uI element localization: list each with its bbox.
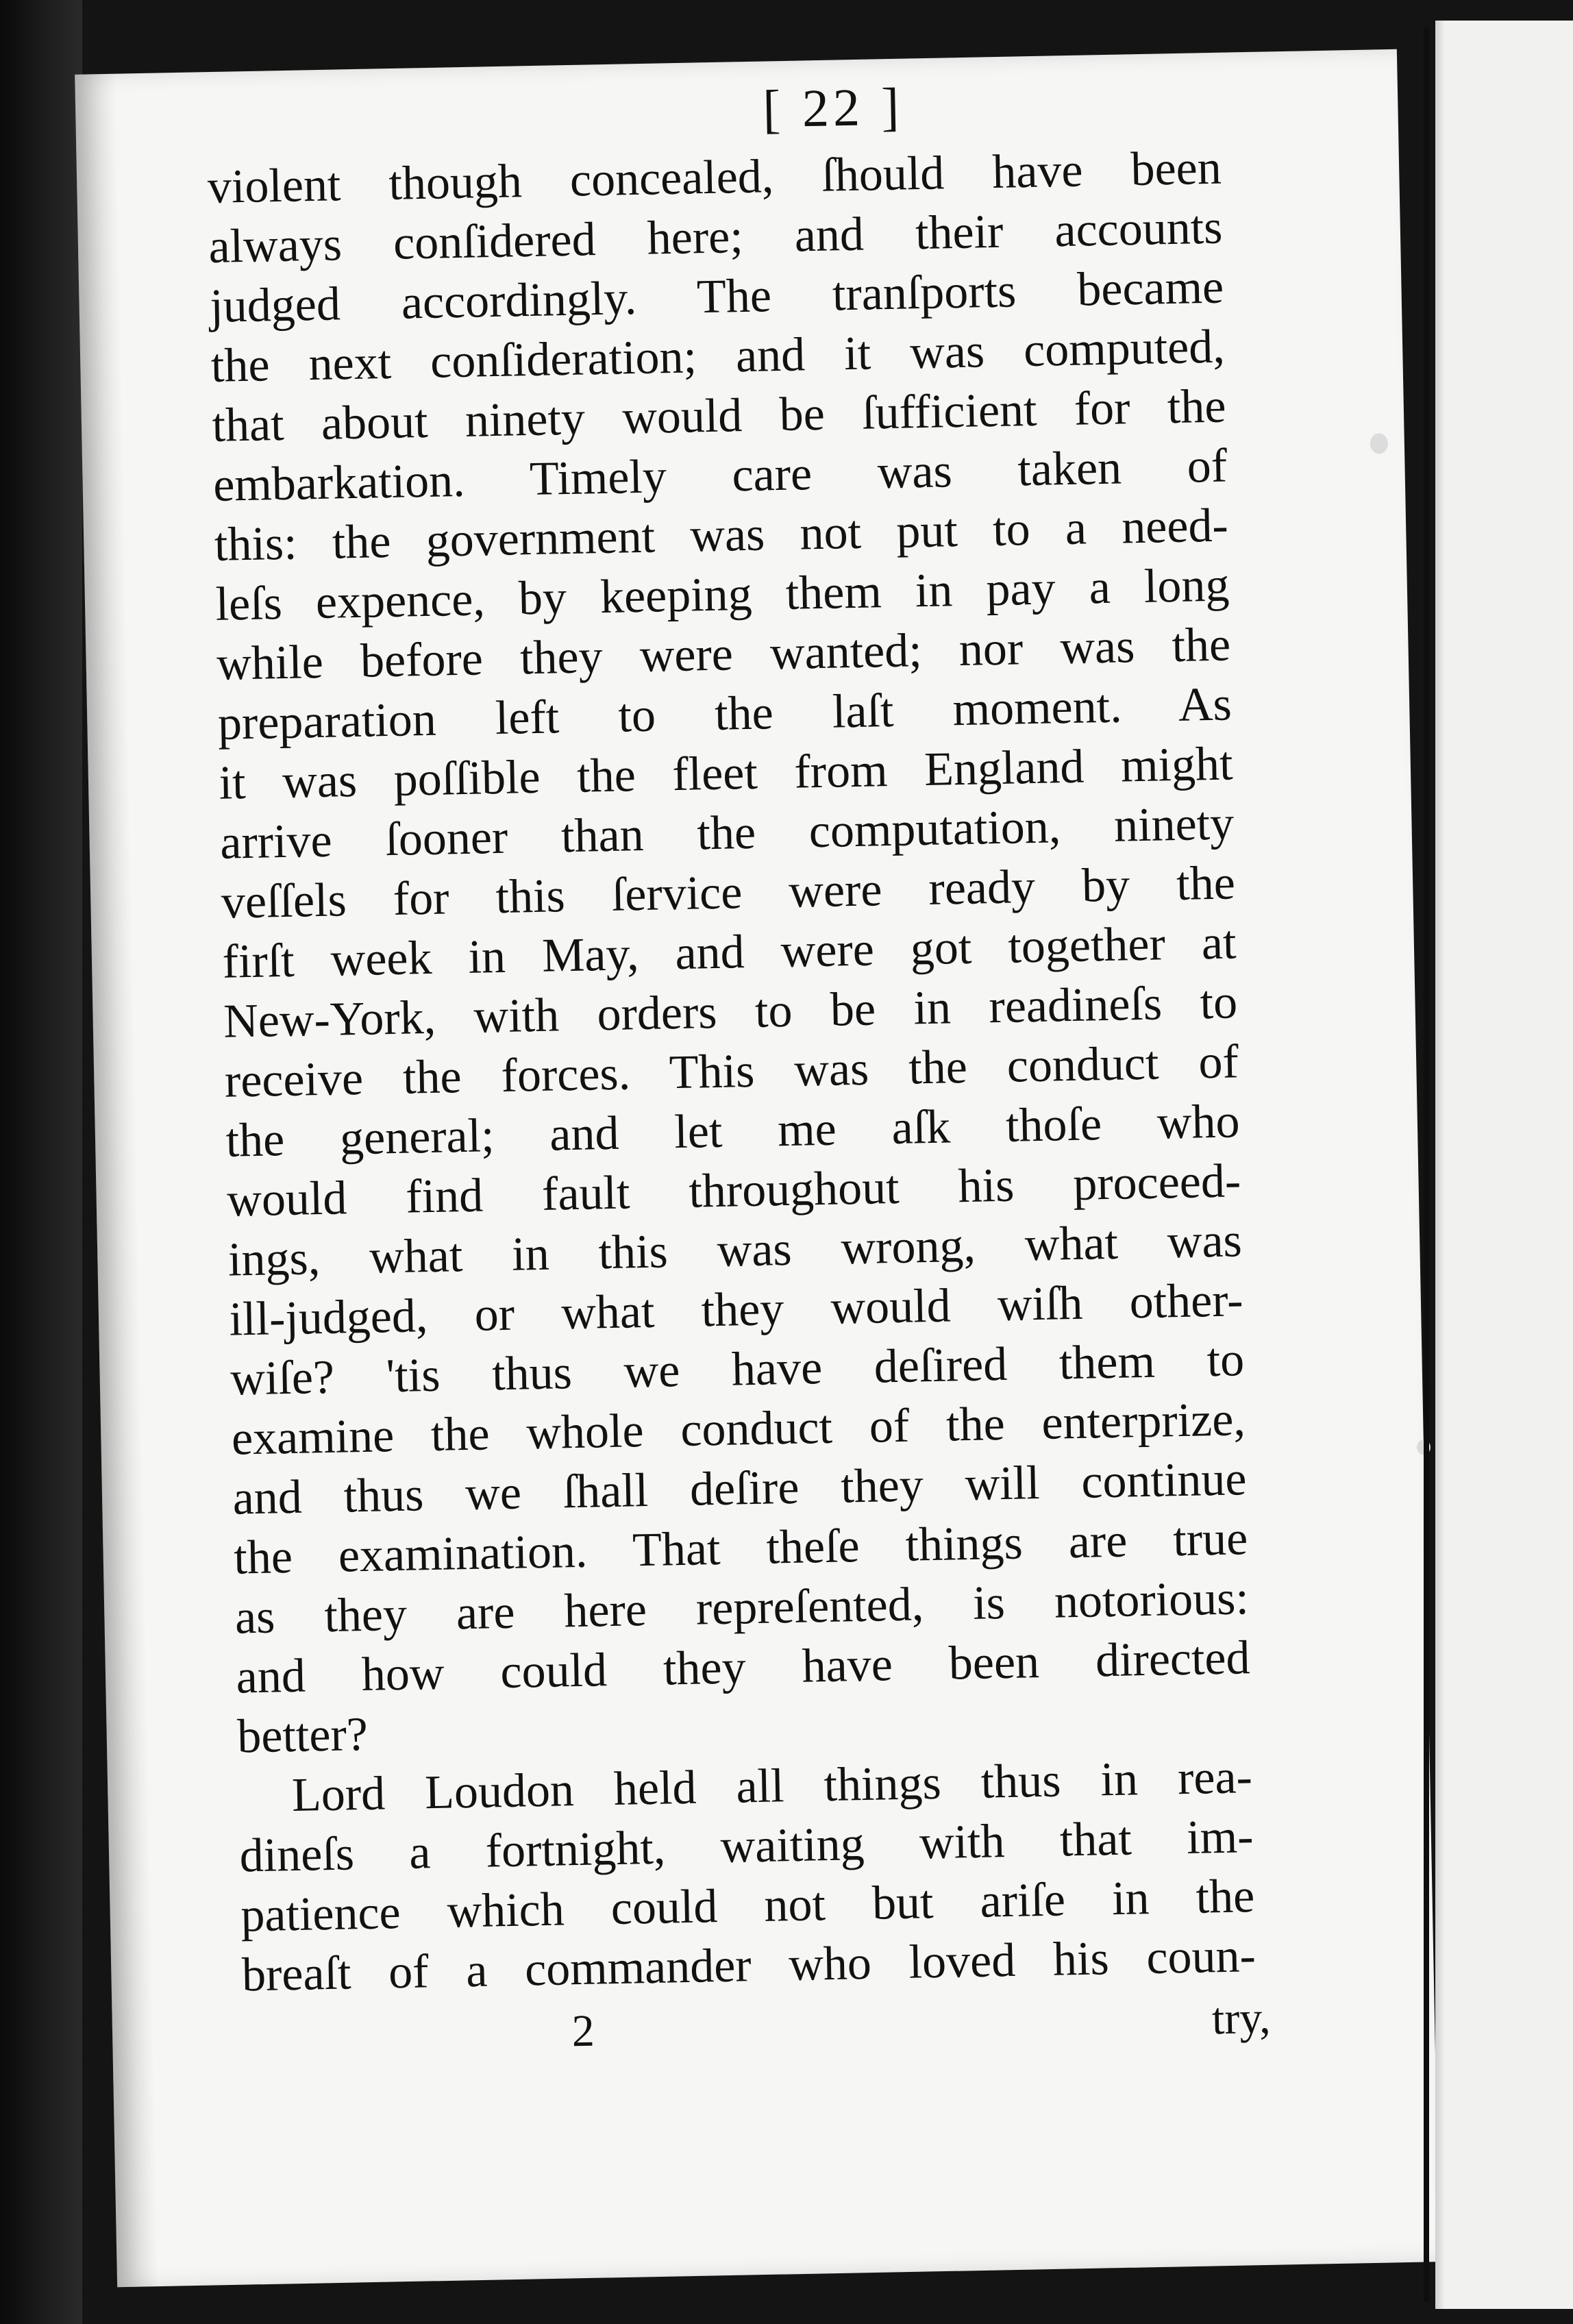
text-line: wiſe? 'tis thus we have deſired them to: [230, 1333, 1245, 1406]
paper-speck: [1370, 433, 1389, 454]
text-line: firſt week in May, and were got together at: [221, 916, 1237, 989]
page-fold-shadow: [75, 74, 158, 2288]
text-line: patience which could not but ariſe in the: [240, 1870, 1255, 1942]
facing-page-shadow: [1435, 21, 1445, 2309]
body-text: [207, 136, 1372, 2005]
text-line: while before they were wanted; nor was the: [216, 618, 1231, 691]
text-line: veſſels for this ſervice were ready by the: [221, 856, 1236, 929]
text-line: receive the forces. This was the conduct of: [224, 1035, 1239, 1108]
page-text-block: [206, 60, 1374, 2080]
text-line: it was poſſible the fleet from England might: [218, 737, 1234, 810]
text-line: Lord Loudon held all things thus in rea-: [291, 1751, 1253, 1822]
signature-mark: 2: [571, 2005, 595, 2057]
text-line: this: the government was not put to a need-: [214, 499, 1229, 571]
text-line: breaſt of a commander who loved his coun-: [241, 1929, 1256, 2002]
text-line: preparation left to the laſt moment. As: [217, 678, 1233, 750]
text-line: better?: [236, 1707, 369, 1764]
text-line: that about ninety would be ſufficient for the: [211, 380, 1227, 452]
text-line: examine the whole conduct of the enterprize,: [231, 1393, 1246, 1466]
text-line: embarkation. Timely care was taken of: [212, 439, 1228, 512]
text-line: and how could they have been directed: [235, 1631, 1251, 1704]
text-line: ings, what in this was wrong, what was: [227, 1214, 1243, 1287]
catchword: try,: [1211, 1992, 1272, 2044]
text-line: judged accordingly. The tranſports became: [209, 260, 1224, 333]
text-line: violent though concealed, ſhould have been: [207, 141, 1222, 214]
text-line: dineſs a fortnight, waiting with that im-: [238, 1810, 1254, 1883]
text-line: leſs expence, by keeping them in pay a long: [214, 558, 1230, 631]
page-number-header: [ 22 ]: [762, 76, 904, 139]
facing-page-edge: [1435, 21, 1573, 2309]
text-line: ill-judged, or what they would wiſh other-: [228, 1274, 1244, 1346]
scan-left-border: [0, 0, 82, 2324]
text-line: always conſidered here; and their accounts: [208, 201, 1224, 273]
text-line: the next conſideration; and it was computed,: [210, 320, 1226, 393]
page-gutter: [1424, 27, 1429, 2302]
text-line: would find fault throughout his proceed-: [226, 1154, 1241, 1227]
text-line: as they are here repreſented, is notorious:: [234, 1572, 1250, 1644]
text-line: the examination. That theſe things are true: [233, 1512, 1248, 1585]
text-line: and thus we ſhall deſire they will continue: [232, 1452, 1248, 1525]
text-line: the general; and let me aſk thoſe who: [225, 1095, 1241, 1167]
text-line: New-York, with orders to be in readineſs to: [223, 976, 1238, 1048]
text-line: arrive ſooner than the computation, ninety: [219, 797, 1235, 869]
